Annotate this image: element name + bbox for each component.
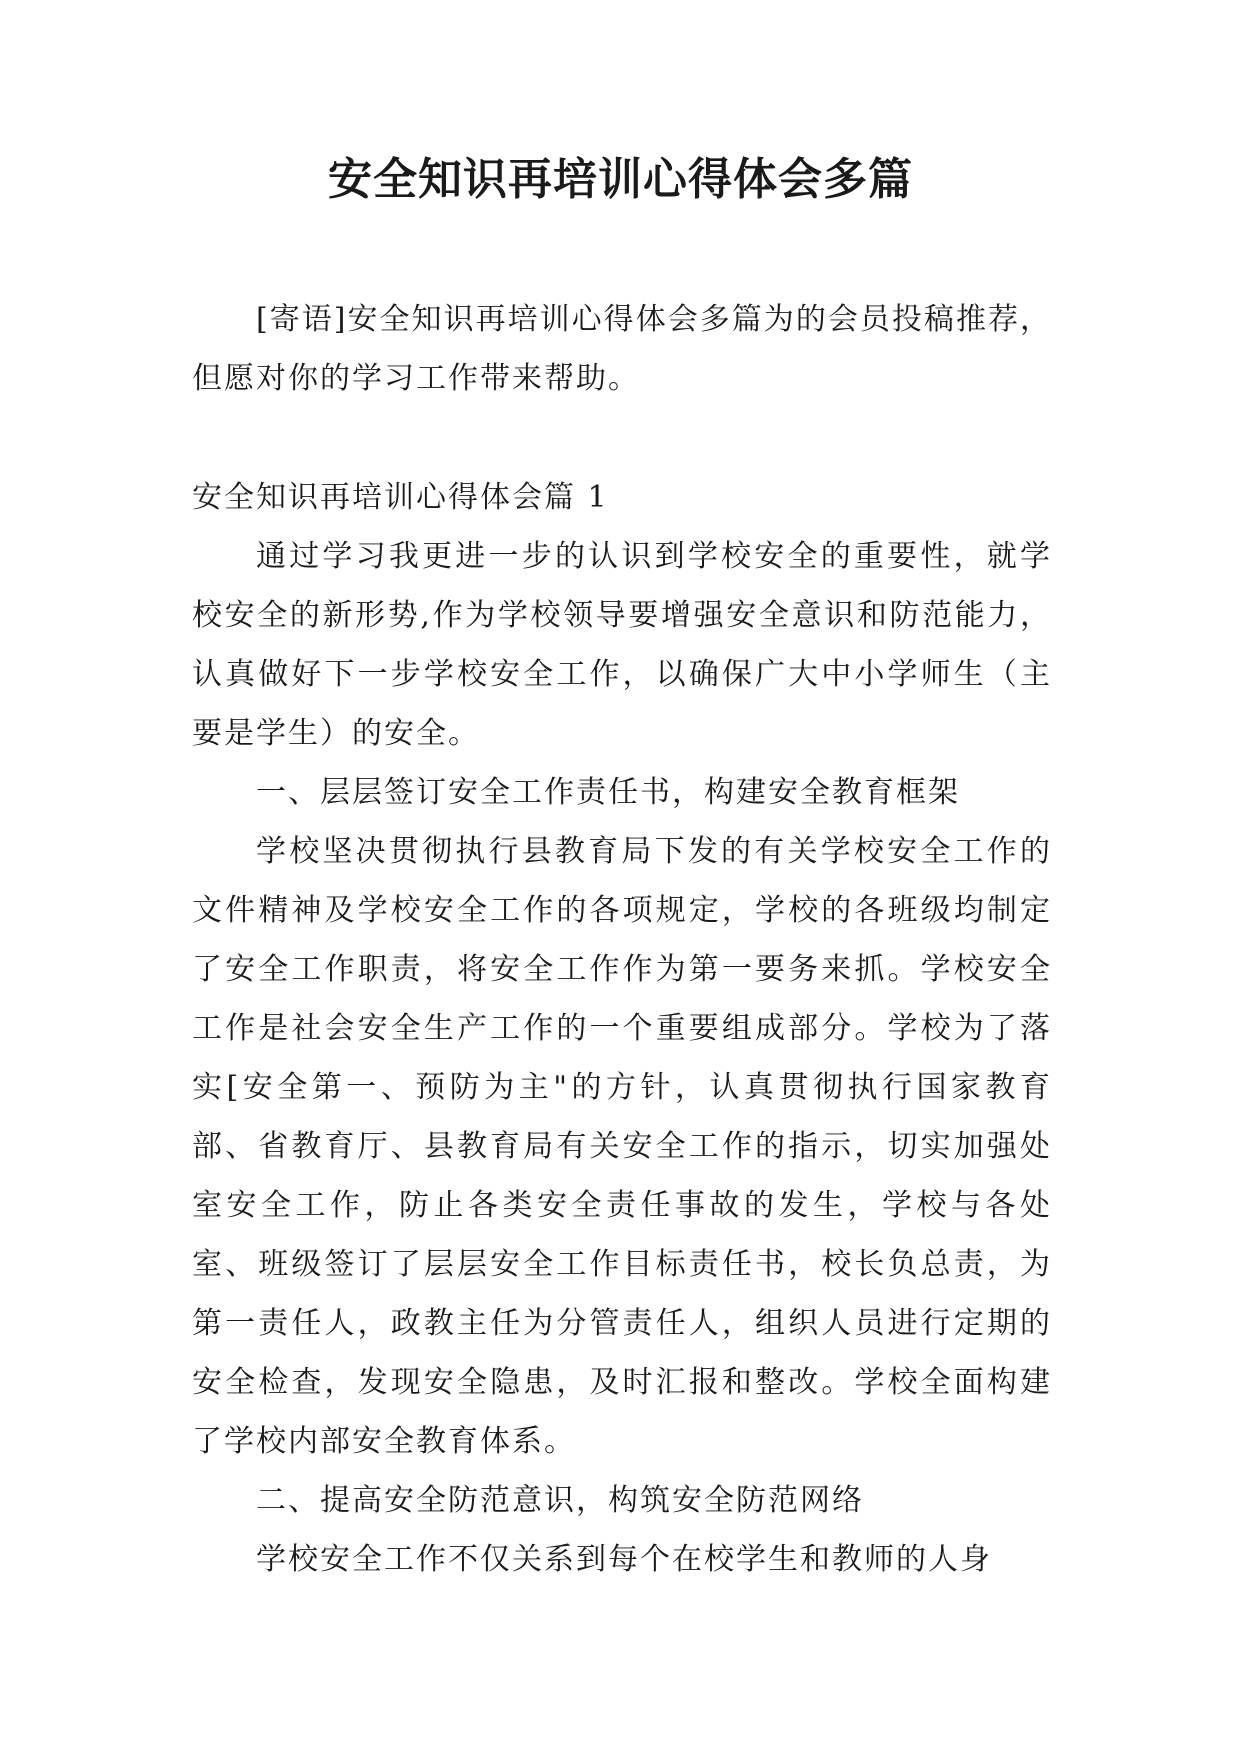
section-heading: 安全知识再培训心得体会篇 1 — [192, 480, 609, 515]
intro-paragraph: [寄语]安全知识再培训心得体会多篇为的会员投稿推荐，但愿对你的学习工作带来帮助。 — [192, 302, 1052, 396]
subheading-1: 一、层层签订安全工作责任书，构建安全教育框架 — [256, 775, 960, 810]
body-paragraph: 学校坚决贯彻执行县教育局下发的有关学校安全工作的文件精神及学校安全工作的各项规定，学校的各班级均制定了安全工作职责，将安全工作作为第一要务来抓。学校安全工作是社会安全生产工作的一个重要组成部分。学校为了落实[安全第一、预防为主"的方针，认真贯彻执行国家教育部、省教育厅、县教育局有关安全工作的指示，切实加强处室安全工作，防止各类安全责任事故的发生，学校与各处室、班级签订了层层安全工作目标责任书，校长负总责，为第一责任人，政教主任为分管责任人，组织人员进行定期的安全检查，发现安全隐患，及时汇报和整改。学校全面构建了学校内部安全教育体系。 — [192, 834, 1052, 1459]
subheading-2: 二、提高安全防范意识，构筑安全防范网络 — [256, 1483, 864, 1518]
spacer — [192, 408, 1052, 468]
body-paragraph: 通过学习我更进一步的认识到学校安全的重要性，就学校安全的新形势,作为学校领导要增强安全意识和防范能力，认真做好下一步学校安全工作，以确保广大中小学师生（主要是学生）的安全。 — [192, 539, 1052, 751]
document-body — [192, 290, 1052, 1589]
document-title: 安全知识再培训心得体会多篇 — [328, 154, 913, 205]
body-paragraph: 学校安全工作不仅关系到每个在校学生和教师的人身 — [256, 1542, 992, 1577]
